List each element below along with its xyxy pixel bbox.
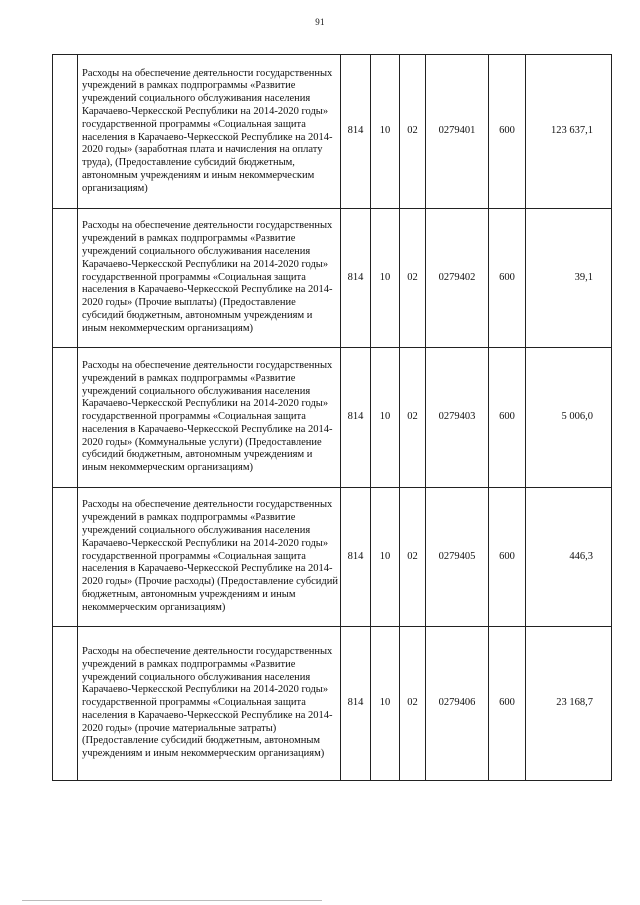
department-code: 814 (341, 55, 371, 209)
department-code: 814 (341, 488, 371, 627)
row-description (78, 627, 341, 781)
expense-type-code: 600 (489, 488, 526, 627)
target-item-code: 0279401 (426, 55, 489, 209)
table-row (53, 488, 612, 627)
section-code: 10 (371, 627, 400, 781)
expense-type-code: 600 (489, 55, 526, 209)
section-code: 10 (371, 348, 400, 488)
row-blank-cell (53, 627, 78, 781)
expense-type-code: 600 (489, 209, 526, 348)
department-code: 814 (341, 627, 371, 781)
amount: 5 006,0 (526, 348, 612, 488)
row-blank-cell (53, 209, 78, 348)
description-text: Расходы на обеспечение деятельности государственных учреждений в рамках подпрограммы «Развитие учреждений социального обслуживания населения Карачаево-Черкесской Республики на 2014-2020 годы» государственной программы «Социальная защита населения в Карачаево-Черкесской Республике на 2014-2020 годы» (Коммунальные услуги) (Предоставление субсидий бюджетным, автономным учреждениям и иным некоммерческим организациям) (82, 359, 333, 474)
amount: 446,3 (526, 488, 612, 627)
row-blank-cell (53, 488, 78, 627)
row-description (78, 209, 341, 348)
amount: 39,1 (526, 209, 612, 348)
subsection-code: 02 (400, 55, 426, 209)
target-item-code: 0279403 (426, 348, 489, 488)
subsection-code: 02 (400, 627, 426, 781)
table-row (53, 627, 612, 781)
table-row (53, 348, 612, 488)
target-item-code: 0279405 (426, 488, 489, 627)
description-text: Расходы на обеспечение деятельности государственных учреждений в рамках подпрограммы «Развитие учреждений социального обслуживания населения Карачаево-Черкесской Республики на 2014-2020 годы» государственной программы «Социальная защита населения в Карачаево-Черкесской Республике на 2014-2020 годы» (Прочие выплаты) (Предоставление субсидий бюджетным, автономным учреждениям и иным некоммерческим организациям) (82, 220, 333, 334)
expense-type-code: 600 (489, 627, 526, 781)
section-code: 10 (371, 209, 400, 348)
row-blank-cell (53, 348, 78, 488)
section-code: 10 (371, 55, 400, 209)
amount: 23 168,7 (526, 627, 612, 781)
page-bottom-rule (22, 900, 322, 901)
row-description (78, 55, 341, 209)
target-item-code: 0279402 (426, 209, 489, 348)
description-text: Расходы на обеспечение деятельности государственных учреждений в рамках подпрограммы «Развитие учреждений социального обслуживания населения Карачаево-Черкесской Республики на 2014-2020 годы» государственной программы «Социальная защита населения в Карачаево-Черкесской Республике на 2014-2020 годы» (Прочие расходы) (Предоставление субсидий бюджетным, автономным учреждениям и иным некоммерческим организациям) (82, 499, 338, 613)
table-row (53, 209, 612, 348)
row-description (78, 488, 341, 627)
description-text: Расходы на обеспечение деятельности государственных учреждений в рамках подпрограммы «Развитие учреждений социального обслуживания населения Карачаево-Черкесской Республики на 2014-2020 годы» государственной программы «Социальная защита населения в Карачаево-Черкесской Республике на 2014-2020 годы» (заработная плата и начисления на оплату труда), (Предоставление субсидий бюджетным, автономным учреждениям и иным некоммерческим организациям) (82, 67, 333, 194)
department-code: 814 (341, 209, 371, 348)
row-blank-cell (53, 55, 78, 209)
amount: 123 637,1 (526, 55, 612, 209)
expense-type-code: 600 (489, 348, 526, 488)
subsection-code: 02 (400, 209, 426, 348)
target-item-code: 0279406 (426, 627, 489, 781)
department-code: 814 (341, 348, 371, 488)
budget-table (52, 54, 612, 781)
row-description (78, 348, 341, 488)
description-text: Расходы на обеспечение деятельности государственных учреждений в рамках подпрограммы «Развитие учреждений социального обслуживания населения Карачаево-Черкесской Республики на 2014-2020 годы» государственной программы «Социальная защита населения в Карачаево-Черкесской Республике на 2014-2020 годы» (прочие материальные затраты) (Предоставление субсидий бюджетным, автономным учреждениям и иным некоммерческим организациям) (82, 645, 333, 760)
subsection-code: 02 (400, 488, 426, 627)
table-row (53, 55, 612, 209)
subsection-code: 02 (400, 348, 426, 488)
section-code: 10 (371, 488, 400, 627)
page-number: 91 (315, 17, 325, 27)
